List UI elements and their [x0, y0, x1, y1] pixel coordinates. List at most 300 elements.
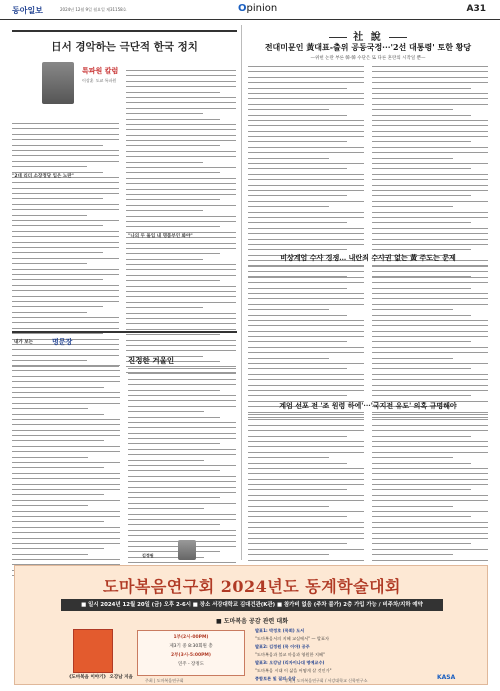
book-cover-image — [73, 629, 113, 673]
body-text-line — [248, 66, 364, 67]
guest-tag: 내가 보는 — [14, 340, 33, 345]
body-text-line — [372, 500, 488, 501]
body-text-line — [12, 290, 119, 291]
body-text-line — [12, 527, 120, 528]
body-text-line — [372, 368, 471, 369]
body-text-line — [12, 150, 119, 151]
body-text-line — [372, 309, 453, 310]
body-text-line — [126, 296, 236, 297]
body-text-line — [248, 277, 364, 278]
body-text-line — [128, 470, 220, 471]
body-text-line — [126, 129, 236, 130]
body-text-line — [372, 158, 453, 159]
body-text-line — [372, 239, 488, 240]
body-text-line — [12, 322, 119, 323]
body-text-line — [12, 263, 87, 264]
body-text-line — [372, 463, 471, 464]
body-text-line — [372, 522, 488, 523]
body-text-line — [12, 478, 120, 479]
body-text-line — [12, 500, 120, 501]
body-text-line — [248, 479, 364, 480]
body-text-line — [248, 533, 364, 534]
body-text-line — [248, 228, 364, 229]
body-text-line — [12, 258, 119, 259]
body-text-line — [248, 163, 364, 164]
body-text-line — [12, 408, 88, 409]
body-text-line — [248, 495, 364, 496]
body-text-line — [128, 476, 236, 477]
book-caption: 《도마복음 이야기》 오강남 지음 — [67, 675, 133, 680]
body-text-line — [248, 304, 364, 305]
body-text-line — [12, 123, 119, 124]
body-text-line — [372, 120, 488, 121]
body-text-line — [372, 412, 488, 413]
body-text-line — [248, 288, 347, 289]
body-text-line — [128, 535, 236, 536]
column-subhead: "나의 두 돌입 내 명품부인 봐야" — [128, 234, 193, 239]
body-text-line — [126, 97, 236, 98]
body-text-line — [12, 312, 87, 313]
editorial-label: 社 說 — [246, 25, 490, 44]
schedule-row: 2부(3시-5:00PM) — [171, 653, 211, 658]
body-text-line — [126, 124, 236, 125]
body-text-line — [128, 497, 220, 498]
body-text-line — [248, 425, 364, 426]
page-header — [0, 0, 500, 20]
body-text-line — [12, 279, 103, 280]
body-text-line — [12, 467, 104, 468]
body-text-line — [128, 395, 236, 396]
body-text-line — [372, 195, 471, 196]
body-text-line — [128, 508, 204, 509]
column-subhead: "2대 리더 소장정당 입은 노란" — [12, 174, 74, 179]
body-text-line — [248, 249, 347, 250]
body-text-line — [128, 443, 220, 444]
body-text-line — [12, 376, 120, 377]
ad-program-heading: ■ 도마복음 공감 관련 대화 — [216, 618, 288, 625]
body-text-line — [372, 527, 488, 528]
body-text-line — [126, 307, 203, 308]
newspaper-brand: 동아일보 — [12, 6, 43, 15]
body-text-line — [372, 511, 488, 512]
body-text-line — [372, 71, 488, 72]
body-text-line — [12, 532, 120, 533]
body-text-line — [128, 530, 236, 531]
body-text-line — [248, 390, 364, 391]
body-text-line — [248, 315, 347, 316]
section-label: Opinion — [238, 3, 278, 14]
body-text-line — [372, 163, 488, 164]
body-text-line — [372, 288, 471, 289]
body-text-line — [248, 71, 364, 72]
body-text-line — [126, 167, 236, 168]
body-text-line — [126, 210, 203, 211]
body-text-line — [12, 242, 119, 243]
body-text-line — [126, 92, 220, 93]
body-text-line — [372, 538, 488, 539]
body-text-line — [12, 225, 103, 226]
body-text-line — [128, 492, 236, 493]
body-text-line — [248, 414, 364, 415]
body-text-line — [12, 166, 87, 167]
body-text-line — [372, 212, 488, 213]
guest-body-1 — [12, 365, 120, 581]
body-text-line — [248, 136, 364, 137]
body-text-line — [372, 533, 488, 534]
body-text-line — [126, 199, 220, 200]
body-text-line — [372, 489, 471, 490]
body-text-line — [12, 285, 119, 286]
body-text-line — [372, 266, 488, 267]
body-text-line — [12, 145, 103, 146]
guest-portrait — [178, 540, 196, 560]
column-headline: 日서 경악하는 극단적 한국 정치 — [12, 30, 237, 54]
body-text-line — [248, 368, 347, 369]
body-text-line — [128, 384, 236, 385]
talk-row: 발표2: 김정원 (목 이야) 공주 — [255, 644, 310, 649]
body-text-line — [128, 406, 236, 407]
body-text-line — [126, 329, 236, 330]
body-text-line — [126, 269, 236, 270]
body-text-line — [12, 252, 103, 253]
guest-title: 진정한 거울인 — [128, 356, 175, 365]
body-text-line — [126, 264, 236, 265]
body-text-line — [248, 527, 364, 528]
body-text-line — [248, 125, 364, 126]
body-text-line — [12, 484, 120, 485]
author-portrait — [42, 62, 74, 104]
body-text-line — [12, 231, 119, 232]
body-text-line — [126, 119, 220, 120]
body-text-line — [372, 320, 488, 321]
body-text-line — [126, 318, 236, 319]
body-text-line — [372, 249, 471, 250]
body-text-line — [372, 168, 471, 169]
body-text-line — [372, 554, 453, 555]
body-text-line — [126, 243, 236, 244]
body-text-line — [12, 457, 88, 458]
body-text-line — [126, 302, 236, 303]
body-text-line — [12, 435, 120, 436]
body-text-line — [248, 538, 364, 539]
body-text-line — [372, 88, 471, 89]
body-text-line — [248, 115, 347, 116]
body-text-line — [248, 201, 364, 202]
body-text-line — [12, 548, 104, 549]
body-text-line — [248, 320, 364, 321]
body-text-line — [248, 352, 364, 353]
body-text-line — [372, 516, 471, 517]
body-text-line — [372, 336, 488, 337]
body-text-line — [128, 562, 236, 563]
body-text-line — [12, 430, 120, 431]
body-text-line — [248, 522, 364, 523]
body-text-line — [248, 88, 347, 89]
body-text-line — [372, 414, 488, 415]
body-text-line — [248, 554, 329, 555]
body-text-line — [372, 315, 471, 316]
body-text-line — [12, 198, 103, 199]
talk-row: 종합토론 및 질의 응답 — [255, 676, 296, 681]
body-text-line — [248, 293, 364, 294]
body-text-line — [372, 374, 488, 375]
body-text-line — [126, 291, 236, 292]
body-text-line — [12, 306, 103, 307]
body-text-line — [248, 385, 364, 386]
body-text-line — [12, 446, 120, 447]
body-text-line — [248, 452, 364, 453]
body-text-line — [12, 370, 120, 371]
body-text-line — [248, 195, 347, 196]
editorial-body-3a — [248, 414, 364, 581]
body-text-line — [372, 473, 488, 474]
body-text-line — [248, 543, 347, 544]
body-text-line — [248, 120, 364, 121]
body-text-line — [12, 182, 119, 183]
body-text-line — [372, 185, 488, 186]
body-text-line — [128, 524, 220, 525]
body-text-line — [372, 484, 488, 485]
body-text-line — [372, 419, 488, 420]
body-text-line — [248, 190, 364, 191]
body-text-line — [128, 400, 236, 401]
body-text-line — [372, 304, 488, 305]
body-text-line — [372, 98, 488, 99]
body-text-line — [372, 506, 453, 507]
body-text-line — [248, 109, 329, 110]
ad-info-bar: ■ 일시 2024년 12월 20일 (금) 오후 2-6시 ■ 장소 서강대학교 김대건관(K관) ■ 참가비 없음 (주차 불가) 2층 가입 가능 / 비주차/지하 예약 — [61, 599, 443, 611]
body-text-line — [248, 341, 347, 342]
body-text-line — [12, 392, 120, 393]
body-text-line — [12, 403, 120, 404]
body-text-line — [372, 190, 488, 191]
body-text-line — [12, 209, 119, 210]
body-text-line — [372, 244, 488, 245]
body-text-line — [372, 543, 471, 544]
body-text-line — [248, 233, 364, 234]
body-text-line — [372, 446, 488, 447]
body-text-line — [248, 152, 364, 153]
body-text-line — [372, 495, 488, 496]
body-text-line — [12, 543, 120, 544]
ad-schedule-box — [137, 630, 245, 676]
body-text-line — [248, 206, 329, 207]
body-text-line — [128, 427, 236, 428]
body-text-line — [248, 412, 364, 413]
body-text-line — [126, 140, 236, 141]
body-text-line — [372, 115, 471, 116]
body-text-line — [372, 341, 471, 342]
body-text-line — [126, 172, 220, 173]
body-text-line — [372, 325, 488, 326]
body-text-line — [372, 347, 488, 348]
body-text-line — [372, 217, 488, 218]
body-text-line — [372, 468, 488, 469]
body-text-line — [248, 158, 329, 159]
body-text-line — [372, 379, 488, 380]
body-text-line — [126, 102, 236, 103]
body-text-line — [372, 560, 488, 561]
body-text-line — [128, 454, 236, 455]
body-text-line — [372, 293, 488, 294]
body-text-line — [248, 363, 364, 364]
body-text-line — [126, 248, 236, 249]
body-text-line — [12, 554, 88, 555]
body-text-line — [248, 379, 364, 380]
body-text-line — [128, 373, 236, 374]
body-text-line — [248, 500, 364, 501]
body-text-line — [12, 414, 104, 415]
body-text-line — [248, 222, 347, 223]
body-text-line — [248, 244, 364, 245]
body-text-line — [372, 271, 488, 272]
body-text-line — [248, 266, 364, 267]
body-text-line — [126, 156, 236, 157]
body-text-line — [372, 228, 488, 229]
body-text-line — [248, 419, 364, 420]
body-text-line — [12, 128, 119, 129]
body-text-line — [372, 152, 488, 153]
body-text-line — [372, 136, 488, 137]
body-text-line — [248, 516, 347, 517]
schedule-row: 1부(2시-00PM) — [173, 635, 209, 640]
body-text-line — [372, 549, 488, 550]
body-text-line — [372, 390, 488, 391]
body-text-line — [128, 411, 204, 412]
body-text-line — [372, 479, 488, 480]
body-text-line — [248, 446, 364, 447]
body-text-line — [126, 86, 236, 87]
body-text-line — [248, 473, 364, 474]
body-text-line — [12, 424, 120, 425]
body-text-line — [12, 296, 119, 297]
editorial-body-3b — [372, 414, 488, 581]
body-text-line — [372, 104, 488, 105]
body-text-line — [126, 216, 236, 217]
body-text-line — [126, 253, 220, 254]
body-text-line — [372, 66, 488, 67]
body-text-line — [248, 331, 364, 332]
body-text-line — [12, 516, 120, 517]
body-text-line — [372, 125, 488, 126]
body-text-line — [372, 131, 488, 132]
body-text-line — [248, 336, 364, 337]
body-text-line — [128, 438, 236, 439]
body-text-line — [248, 441, 364, 442]
body-text-line — [12, 419, 120, 420]
body-text-line — [372, 425, 488, 426]
body-text-line — [126, 178, 236, 179]
body-text-line — [126, 183, 236, 184]
body-text-line — [126, 280, 220, 281]
body-text-line — [12, 215, 87, 216]
body-text-line — [12, 387, 104, 388]
body-text-line — [12, 317, 119, 318]
body-text-line — [12, 440, 104, 441]
body-text-line — [12, 134, 119, 135]
body-text-line — [12, 236, 119, 237]
event-advertisement — [14, 565, 488, 685]
body-text-line — [248, 347, 364, 348]
body-text-line — [126, 313, 236, 314]
body-text-line — [12, 538, 120, 539]
body-text-line — [12, 155, 119, 156]
body-text-line — [12, 328, 119, 329]
body-text-line — [126, 226, 220, 227]
body-text-line — [12, 365, 120, 366]
body-text-line — [128, 460, 204, 461]
body-text-line — [248, 212, 364, 213]
body-text-line — [126, 162, 203, 163]
body-text-line — [372, 352, 488, 353]
body-text-line — [126, 286, 236, 287]
body-text-line — [248, 217, 364, 218]
body-text-line — [248, 309, 329, 310]
body-text-line — [372, 430, 488, 431]
body-text-line — [248, 77, 364, 78]
body-text-line — [12, 462, 120, 463]
body-text-line — [12, 505, 88, 506]
body-text-line — [248, 506, 329, 507]
body-text-line — [248, 489, 347, 490]
body-text-line — [372, 282, 488, 283]
body-text-line — [12, 247, 119, 248]
body-text-line — [248, 430, 364, 431]
editorial-body-2a — [248, 266, 364, 422]
body-text-line — [248, 395, 347, 396]
body-text-line — [248, 98, 364, 99]
editorial-body-2b — [372, 266, 488, 422]
body-text-line — [248, 484, 364, 485]
body-text-line — [248, 174, 364, 175]
body-text-line — [12, 451, 120, 452]
guest-caption: 김정원 — [142, 553, 154, 558]
body-text-line — [372, 147, 488, 148]
body-text-line — [372, 298, 488, 299]
body-text-line — [12, 521, 104, 522]
body-text-line — [372, 82, 488, 83]
body-text-line — [126, 194, 236, 195]
body-text-line — [372, 331, 488, 332]
body-text-line — [248, 185, 364, 186]
body-text-line — [372, 179, 488, 180]
body-text-line — [372, 358, 453, 359]
author-name: 이상훈 도쿄 특파원 — [82, 78, 117, 83]
body-text-line — [12, 188, 119, 189]
body-text-line — [248, 104, 364, 105]
schedule-row: 연주 - 장정도 — [177, 662, 205, 667]
column-divider — [241, 25, 242, 560]
body-text-line — [248, 282, 364, 283]
talk-row: "도마복음과 불교 마음과 영원한 지혜" — [255, 652, 325, 657]
body-text-line — [372, 141, 471, 142]
body-text-line — [128, 465, 236, 466]
body-text-line — [248, 168, 347, 169]
body-text-line — [372, 201, 488, 202]
body-text-line — [126, 75, 236, 76]
body-text-line — [128, 368, 236, 369]
sponsor-logo: KASA — [437, 674, 456, 681]
body-text-line — [126, 108, 236, 109]
body-text-line — [126, 259, 203, 260]
body-text-line — [372, 77, 488, 78]
body-text-line — [12, 397, 120, 398]
body-text-line — [12, 301, 119, 302]
body-text-line — [128, 481, 236, 482]
body-text-line — [126, 145, 220, 146]
body-text-line — [12, 489, 120, 490]
body-text-line — [128, 449, 236, 450]
